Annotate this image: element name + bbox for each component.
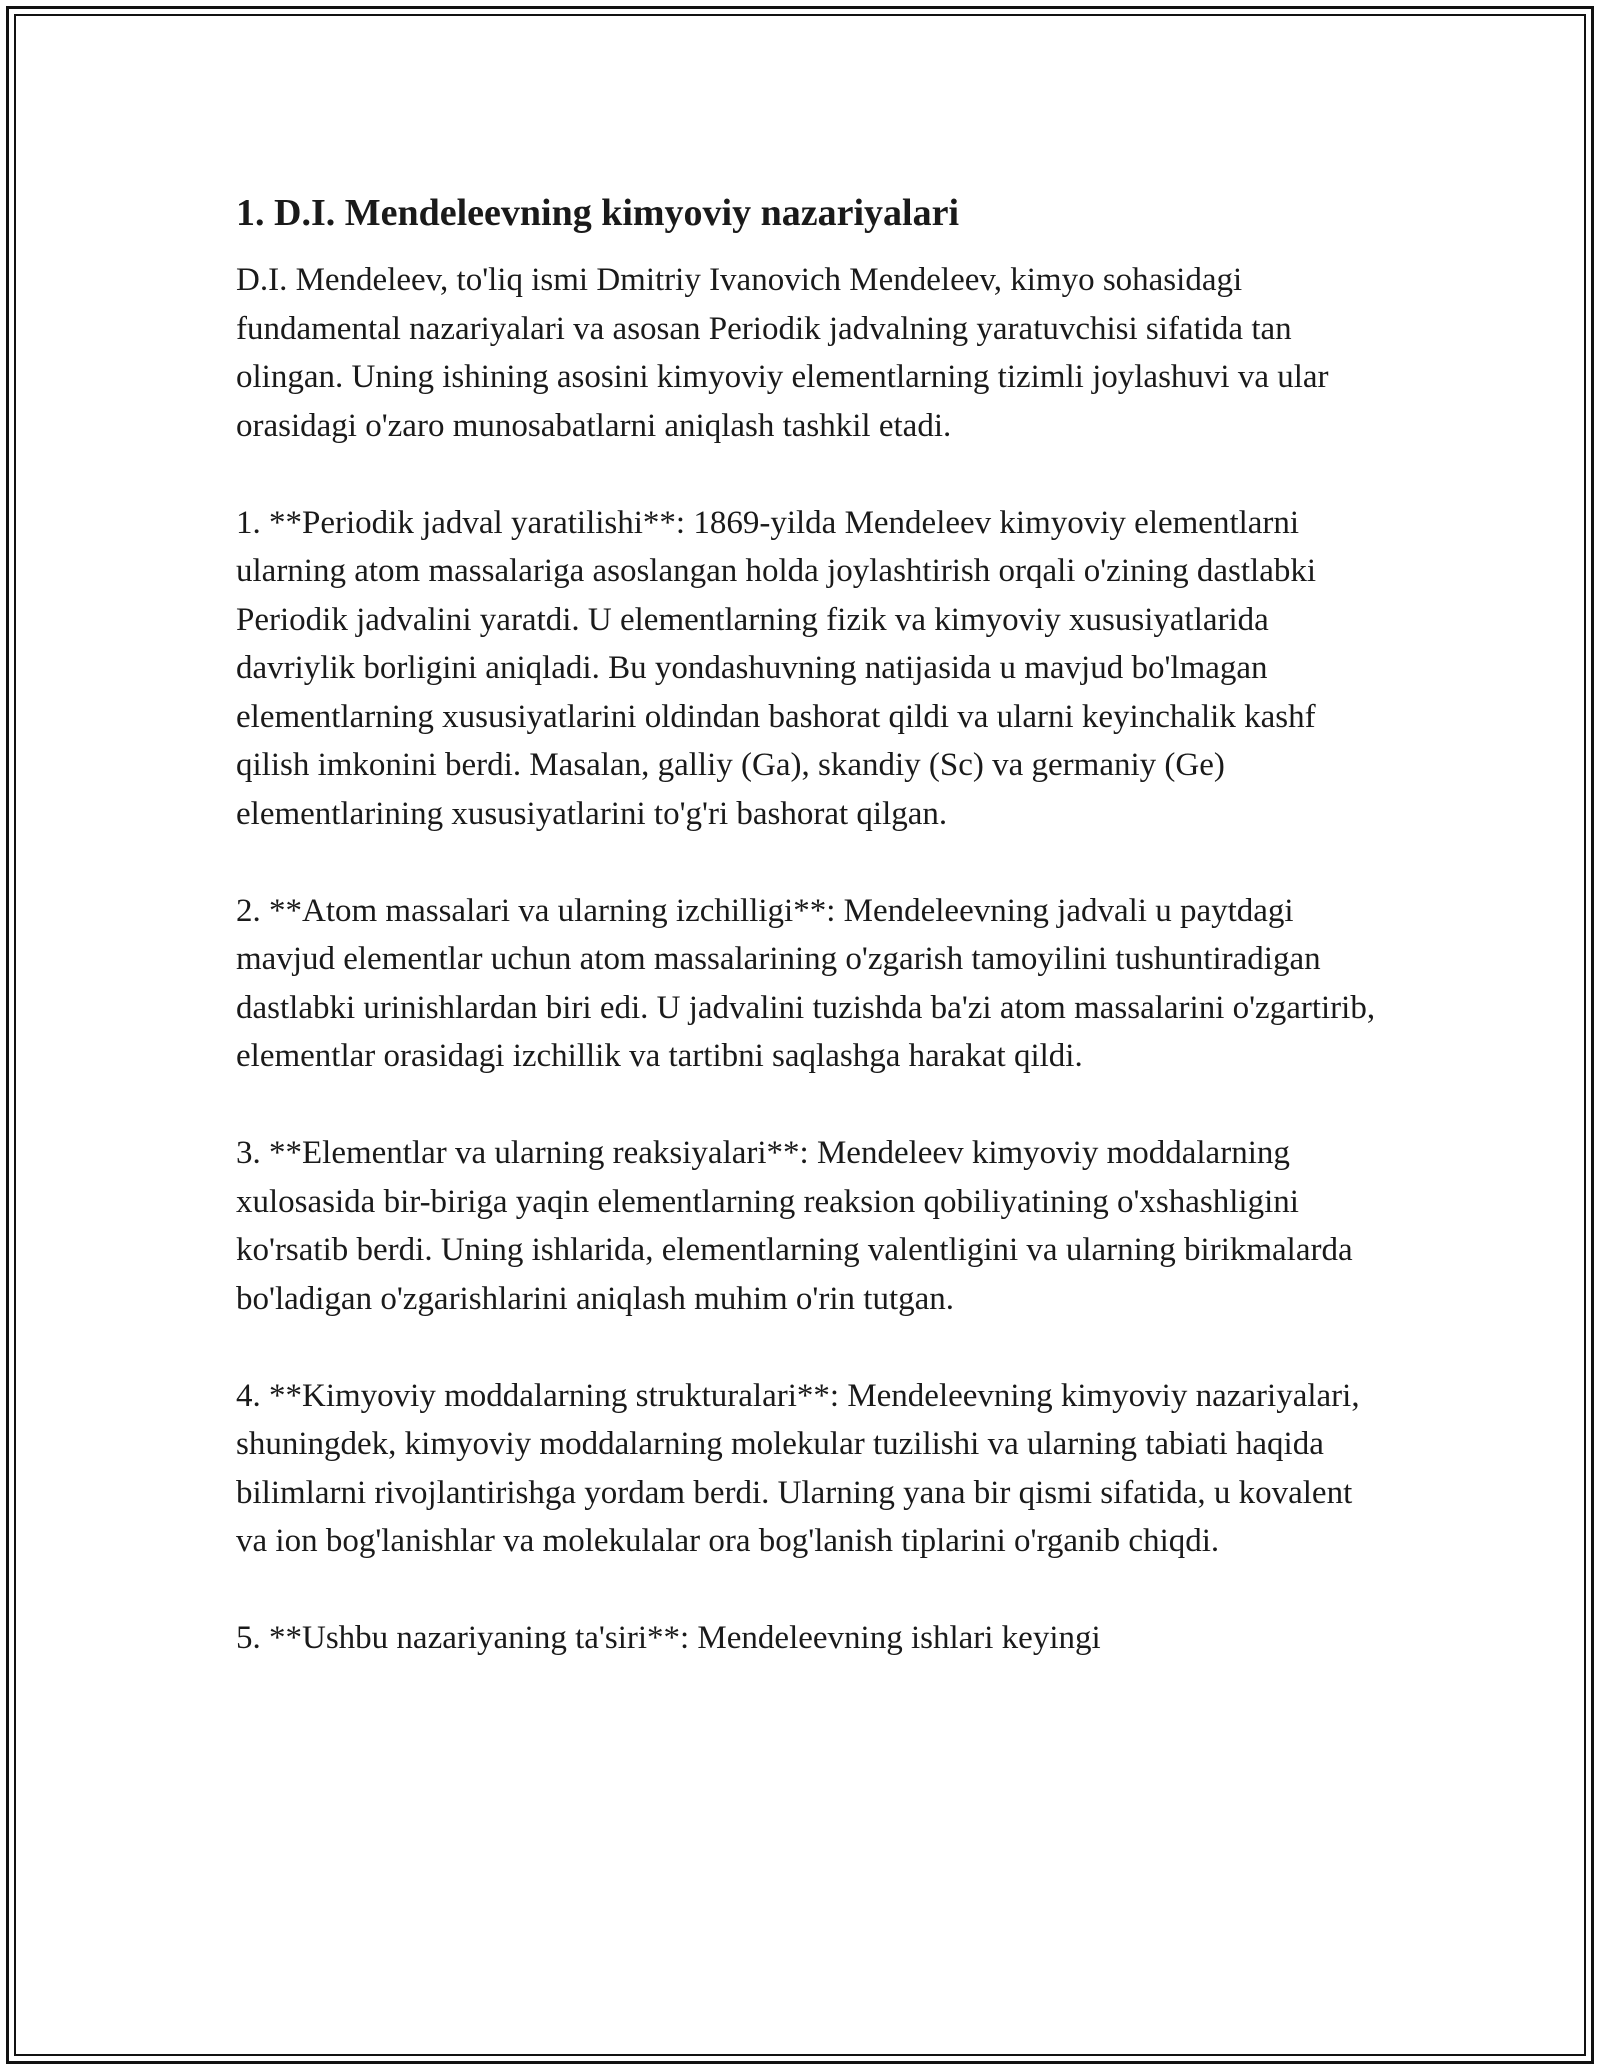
document-body xyxy=(236,186,1376,1663)
paragraph-theory-impact: 5. **Ushbu nazariyaning ta'siri**: Mendeleevning ishlari keyingi xyxy=(236,1620,1101,1656)
document-title: 1. D.I. Mendeleevning kimyoviy nazariyalari xyxy=(236,192,960,234)
paragraph-element-reactions: 3. **Elementlar va ularning reaksiyalari**: Mendeleev kimyoviy moddalarning xulosasida bir-biriga yaqin elementlarning reaksion qobiliyatining o'xshashligini ko'rsatib berdi. Uning ishlarida, elementlarning valentligini va ularning birikmalarda bo'ladigan o'zgarishlarini aniqlash muhim o'rin tutgan. xyxy=(236,1135,1353,1317)
paragraph-substance-structures: 4. **Kimyoviy moddalarning strukturalari**: Mendeleevning kimyoviy nazariyalari, shuningdek, kimyoviy moddalarning molekular tuzilishi va ularning tabiati haqida bilimlarni rivojlantirishga yordam berdi. Ularning yana bir qismi sifatida, u kovalent va ion bog'lanishlar va molekulalar ora bog'lanish tiplarini o'rganib chiqdi. xyxy=(236,1377,1360,1559)
paragraph-atomic-masses: 2. **Atom massalari va ularning izchilligi**: Mendeleevning jadvali u paytdagi mavjud elementlar uchun atom massalarining o'zgarish tamoyilini tushuntiradigan dastlabki urinishlardan biri edi. U jadvalini tuzishda ba'zi atom massalarini o'zgartirib, elementlar orasidagi izchillik va tartibni saqlashga harakat qildi. xyxy=(236,892,1376,1074)
paragraph-periodic-table: 1. **Periodik jadval yaratilishi**: 1869-yilda Mendeleev kimyoviy elementlarni ularning atom massalariga asoslangan holda joylashtirish orqali o'zining dastlabki Periodik jadvalini yaratdi. U elementlarning fizik va kimyoviy xususiyatlarida davriylik borligini aniqladi. Bu yondashuvning natijasida u mavjud bo'lmagan elementlarning xususiyatlarini oldindan bashorat qildi va ularni keyinchalik kashf qilish imkonini berdi. Masalan, galliy (Ga), skandiy (Sc) va germaniy (Ge) elementlarining xususiyatlarini to'g'ri bashorat qilgan. xyxy=(236,504,1317,832)
intro-paragraph: D.I. Mendeleev, to'liq ismi Dmitriy Ivanovich Mendeleev, kimyo sohasidagi fundamental nazariyalari va asosan Periodik jadvalning yaratuvchisi sifatida tan olingan. Uning ishining asosini kimyoviy elementlarning tizimli joylashuvi va ular orasidagi o'zaro munosabatlarni aniqlash tashkil etadi. xyxy=(236,262,1329,444)
